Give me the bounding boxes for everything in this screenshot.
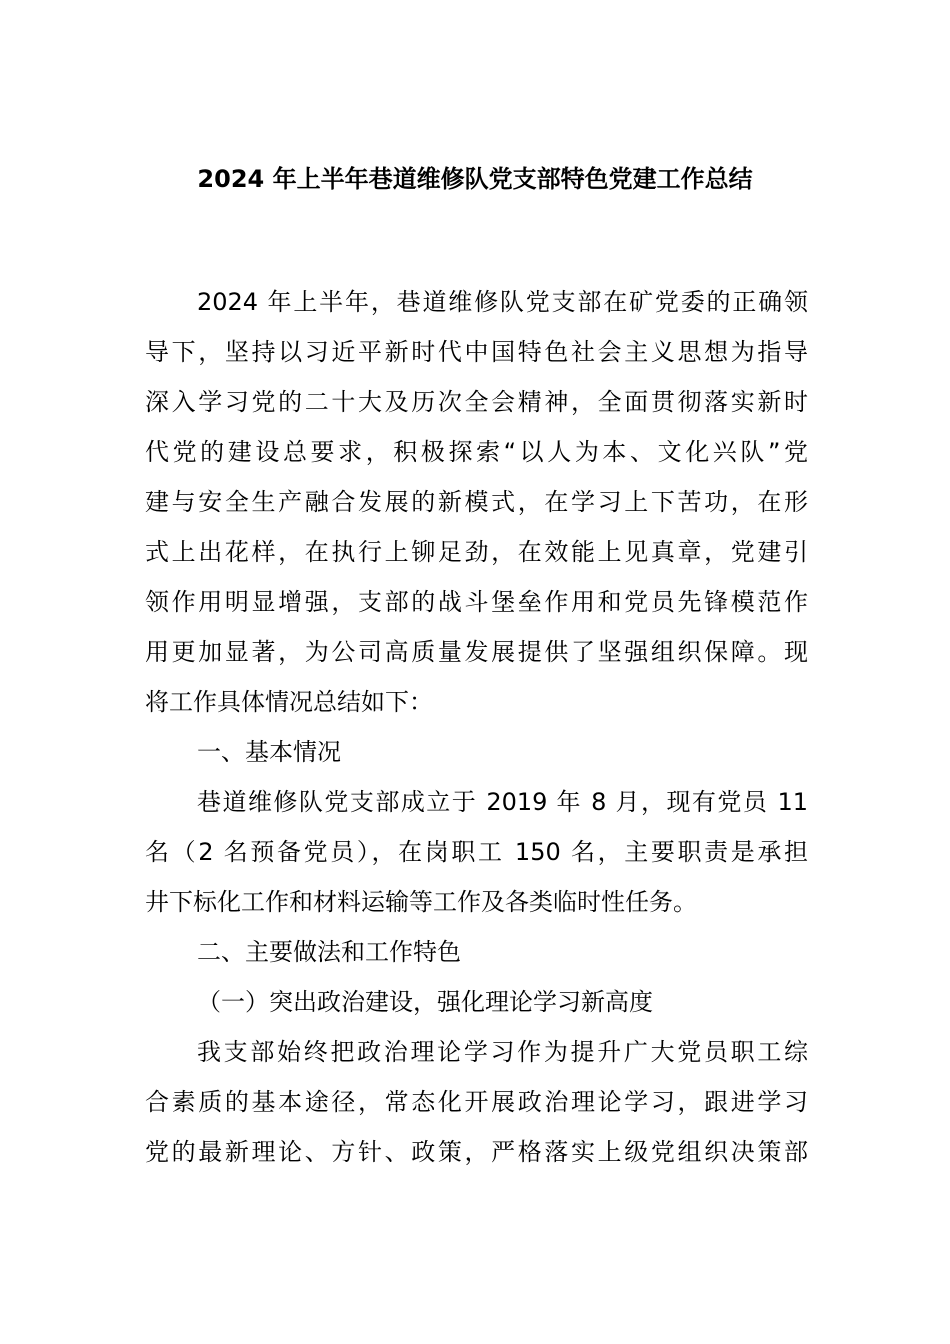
- paragraph-line: 式上出花样，在执行上铆足劲，在效能上见真章，党建引: [145, 538, 808, 566]
- paragraph-line: 用更加显著，为公司高质量发展提供了坚强组织保障。现: [145, 638, 808, 666]
- paragraph-line: 我支部始终把政治理论学习作为提升广大党员职工综: [197, 1038, 808, 1066]
- subsection-heading: （一）突出政治建设，强化理论学习新高度: [197, 988, 653, 1016]
- paragraph-line: 导下，坚持以习近平新时代中国特色社会主义思想为指导: [145, 338, 808, 366]
- paragraph-line: 将工作具体情况总结如下：: [145, 688, 433, 716]
- document-title: 2024 年上半年巷道维修队党支部特色党建工作总结: [197, 165, 753, 193]
- paragraph-line: 名（2 名预备党员），在岗职工 150 名，主要职责是承担: [145, 838, 808, 866]
- paragraph-line: 合素质的基本途径，常态化开展政治理论学习，跟进学习: [145, 1088, 808, 1116]
- paragraph-line: 代党的建设总要求，积极探索“以人为本、文化兴队”党: [145, 438, 808, 466]
- document-body: [145, 277, 808, 1177]
- section-heading: 一、基本情况: [197, 738, 341, 766]
- paragraph-line: 领作用明显增强，支部的战斗堡垒作用和党员先锋模范作: [145, 588, 808, 616]
- paragraph-line: 巷道维修队党支部成立于 2019 年 8 月，现有党员 11: [197, 788, 808, 816]
- paragraph-line: 井下标化工作和材料运输等工作及各类临时性任务。: [145, 888, 697, 916]
- paragraph-line: 2024 年上半年，巷道维修队党支部在矿党委的正确领: [197, 288, 808, 316]
- paragraph-line: 深入学习党的二十大及历次全会精神，全面贯彻落实新时: [145, 388, 808, 416]
- paragraph-line: 建与安全生产融合发展的新模式，在学习上下苦功，在形: [145, 488, 808, 516]
- paragraph-line: 党的最新理论、方针、政策，严格落实上级党组织决策部: [145, 1138, 808, 1166]
- section-heading: 二、主要做法和工作特色: [197, 938, 461, 966]
